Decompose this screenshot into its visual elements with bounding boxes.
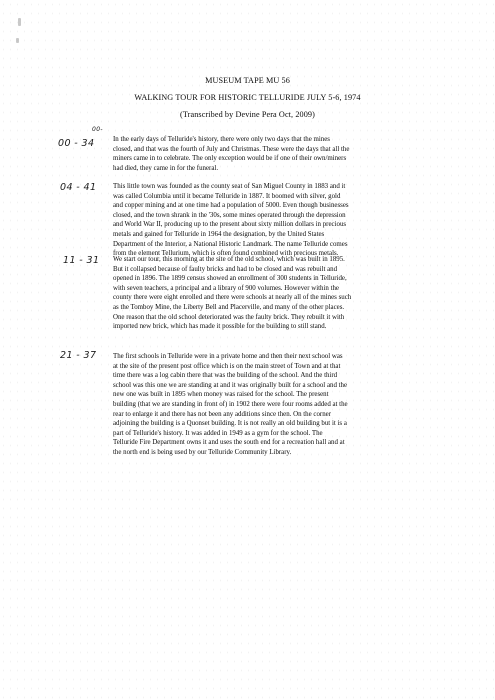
text-line: new one was built in 1895 when money was raised for the school. The present [113,391,329,399]
text-line: One reason that the old school deteriorated was the faulty brick. They rebuilt it with [113,313,345,321]
text-line: with seven teachers, a principal and a library of 900 volumes. However within the [113,284,339,292]
document-title: MUSEUM TAPE MU 56 [205,76,290,85]
text-line: time there was a log cabin there that was the building of the school. And the third [113,372,338,380]
text-line: from the element Tellurium, which is often found combined with precious metals. [113,250,339,258]
margin-note-top: 00- [92,126,103,133]
paragraph-1 [113,135,473,173]
text-line: Department of the Interior, a National Historic Landmark. The name Telluride comes [113,240,348,248]
text-line: rear to enlarge it and there has not been any additions since then. On the corner [113,410,331,418]
text-line: closed, and that was the fourth of July and Christmas. These were the days that all the [113,145,350,153]
margin-note-p2: 04 - 41 [60,182,97,193]
text-line: This little town was founded as the county seat of San Miguel County in 1883 and it [113,183,346,190]
text-line: closed, and the town shrank in the '30s, some mines operated through the depression [113,211,346,219]
transcription-note: (Transcribed by Devine Pera Oct, 2009) [180,110,315,119]
text-line: and copper mining and at one time had a population of 5000. Even though businesses [113,202,349,210]
text-line: as the Tomboy Mine, the Liberty Bell and Placerville, and many of the other places. [113,303,345,311]
text-line: building (that we are standing in front of) in 1902 there were four rooms added at the [113,400,348,408]
text-line: In the early days of Telluride's history, there were only two days that the mines [113,136,330,143]
paragraph-3 [113,255,473,332]
text-line: was called Columbia until it became Telluride in 1887. It boomed with silver, gold [113,192,341,200]
text-line: at the site of the present post office which is on the main street of Town and at that [113,362,341,370]
text-line: adjoining the building is a Quonset building. It is not really an old building but it is a [113,420,347,428]
document-subtitle: WALKING TOUR FOR HISTORIC TELLURIDE JULY 5-6, 1974 [134,93,361,102]
scan-mark [18,18,21,26]
document-header [0,75,495,120]
text-line: county there were eight enrolled and there were schools at nearly all of the mines such [113,294,352,302]
margin-note-p1: 00 - 34 [58,138,95,149]
text-line: metals and gained for Telluride in 1964 the designation, by the United States [113,230,325,238]
text-line: We start our tour, this morning at the site of the old school, which was built in 1895. [113,256,345,263]
text-line: opened in 1896. The 1899 census showed an enrollment of 300 students in Telluride, [113,275,347,283]
text-line: part of Telluride's history. It was added in 1949 as a gym for the school. The [113,429,323,437]
text-line: and World War II, producing up to the present about sixty million dollars in precious [113,221,347,229]
text-line: miners came in to celebrate. The only exception would be if one of their own/miners [113,155,347,163]
text-line: Telluride Fire Department owns it and uses the south end for a recreation hall and at [113,439,345,447]
text-line: The first schools in Telluride were in a private home and then their next school was [113,353,343,360]
text-line: school was this one we are standing at and it was originally built for a school and the [113,381,348,389]
text-line: imported new brick, which has made it possible for the building to still stand. [113,323,327,331]
text-line: But it collapsed because of faulty bricks and had to be closed and was rebuilt and [113,265,338,273]
margin-note-p4: 21 - 37 [60,350,97,361]
paragraph-2 [113,182,473,259]
text-line: the north end is being used by our Telluride Community Library. [113,448,292,456]
margin-note-p3: 11 - 31 [63,255,100,266]
paragraph-4 [113,352,473,458]
scan-mark [16,38,19,43]
text-line: had died, they came in for the funeral. [113,164,219,172]
